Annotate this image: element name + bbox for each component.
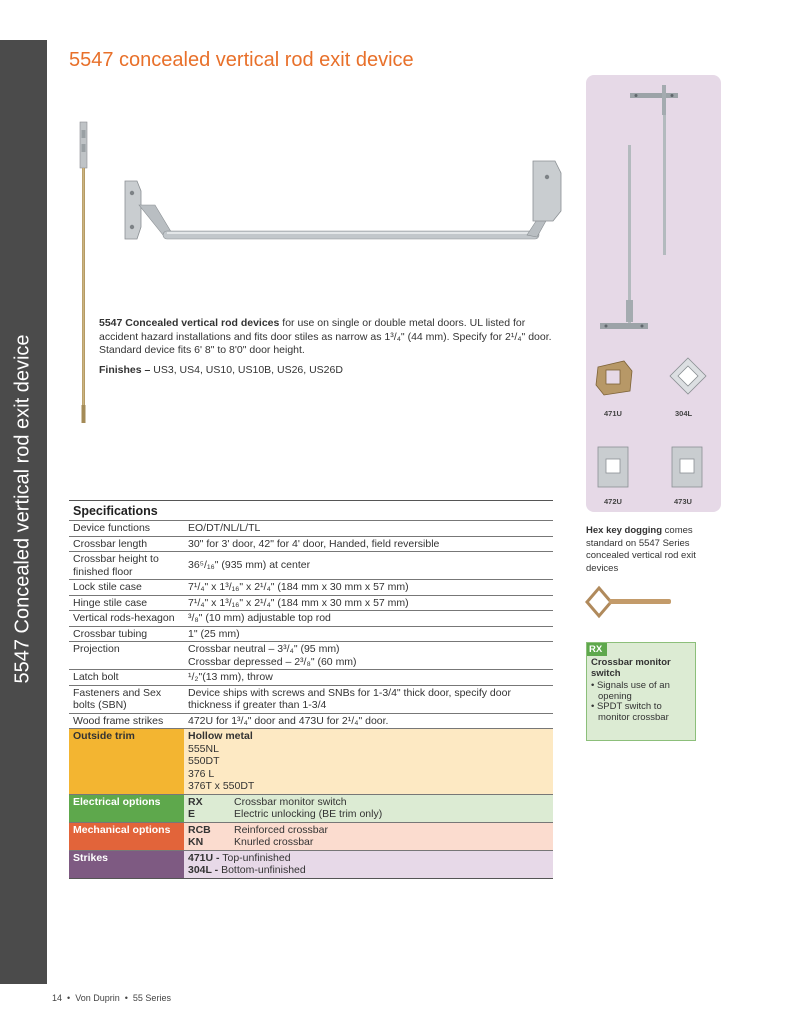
footer-separator: •: [124, 993, 128, 1003]
strikes-value: [184, 850, 553, 878]
outside-trim-heading: Hollow metal: [188, 730, 253, 742]
outside-trim-item: 376T x 550DT: [188, 780, 255, 792]
spec-value-line: Crossbar neutral – 3³/₄" (95 mm): [188, 643, 340, 655]
strikes-label: Strikes: [69, 850, 184, 878]
sidebar-title: 5547 Concealed vertical rod exit device: [11, 334, 34, 684]
footer-separator: •: [67, 993, 71, 1003]
strike-304l-image: [668, 356, 708, 396]
spec-value: 7¹/₄" x 1³/₁₆" x 2¹/₄" (184 mm x 30 mm x 57 mm): [184, 580, 553, 596]
spec-label: Crossbar tubing: [69, 626, 184, 642]
spec-value: Device ships with screws and SNBs for 1-3/4" thick door, specify door thickness if greater than 1-3/4: [184, 685, 553, 713]
table-row: [69, 670, 553, 686]
outside-trim-row: [69, 729, 553, 795]
footer-series: 55 Series: [132, 993, 171, 1003]
table-row: [69, 626, 553, 642]
spec-label: Device functions: [69, 521, 184, 537]
option-desc: Crossbar monitor switch: [234, 795, 347, 808]
mechanical-options-row: [69, 822, 553, 850]
spec-label: Lock stile case: [69, 580, 184, 596]
rx-feature-item: • Signals use of an opening: [591, 680, 670, 702]
hex-key-text: comes standard on 5547 Series concealed vertical rod exit devices: [586, 525, 696, 574]
table-row: [69, 521, 553, 537]
strike-304l-label: 304L: [675, 409, 693, 418]
page-title: 5547 concealed vertical rod exit device: [69, 49, 414, 71]
strike-472u-label: 472U: [604, 497, 622, 506]
spec-label: Hinge stile case: [69, 595, 184, 611]
strike-472u-image: [596, 445, 630, 489]
spec-value-line: Crossbar depressed – 2³/₈" (60 mm): [188, 655, 357, 668]
spec-label: Latch bolt: [69, 670, 184, 686]
spec-label: Projection: [69, 642, 184, 670]
outside-trim-value: [184, 729, 553, 795]
table-row: [69, 642, 553, 670]
outside-trim-label: Outside trim: [69, 729, 184, 795]
table-row: [69, 611, 553, 627]
option-desc: Knurled crossbar: [234, 836, 314, 848]
mechanical-options-label: Mechanical options: [69, 822, 184, 850]
spec-label: Vertical rods-hexagon: [69, 611, 184, 627]
spec-value: ¹/₂"(13 mm), throw: [184, 670, 553, 686]
option-desc: Electric unlocking (BE trim only): [234, 808, 383, 820]
strike-code: 304L -: [188, 864, 219, 876]
option-code: KN: [188, 836, 204, 848]
hex-key-image: [585, 584, 675, 624]
rx-code-badge: RX: [587, 643, 607, 656]
electrical-options-label: Electrical options: [69, 794, 184, 822]
outside-trim-item: 550DT: [188, 755, 220, 767]
rx-title: Crossbar monitor switch: [591, 657, 671, 679]
strike-473u-label: 473U: [674, 497, 692, 506]
spec-label: Fasteners and Sex bolts (SBN): [69, 685, 184, 713]
spec-value: 36⁵/₁₆" (935 mm) at center: [184, 552, 553, 580]
table-row: [69, 536, 553, 552]
vertical-rod-image: [76, 120, 96, 430]
finishes-label: Finishes –: [99, 364, 151, 376]
option-code: RCB: [188, 823, 211, 836]
rx-option-box: [586, 642, 696, 741]
option-desc: Reinforced crossbar: [234, 823, 328, 836]
electrical-options-value: [184, 794, 553, 822]
mechanical-options-value: [184, 822, 553, 850]
table-row: [69, 552, 553, 580]
hardware-panel: [586, 75, 721, 512]
rx-feature-item: • SPDT switch to monitor crossbar: [591, 701, 669, 723]
spec-label: Crossbar height to finished floor: [69, 552, 184, 580]
table-row: [69, 685, 553, 713]
hex-key-lead: Hex key dogging: [586, 525, 663, 536]
finishes-line: [99, 364, 343, 376]
spec-label: Wood frame strikes: [69, 713, 184, 729]
spec-value: [184, 642, 553, 670]
description-lead: 5547 Concealed vertical rod devices: [99, 317, 280, 329]
spec-value: 7¹/₄" x 1³/₁₆" x 2¹/₄" (184 mm x 30 mm x 57 mm): [184, 595, 553, 611]
spec-value: 1" (25 mm): [184, 626, 553, 642]
spec-value: EO/DT/NL/L/TL: [184, 521, 553, 537]
product-description: [99, 317, 559, 358]
outside-trim-item: 376 L: [188, 767, 215, 780]
outside-trim-item: 555NL: [188, 742, 219, 755]
table-row: [69, 713, 553, 729]
strike-471u-image: [594, 357, 634, 397]
rx-feature-list: [587, 679, 695, 723]
specifications-table: [69, 500, 553, 879]
page-number: 14: [52, 993, 63, 1003]
strike-desc: Bottom-unfinished: [218, 864, 306, 876]
strike-desc: Top-unfinished: [219, 851, 291, 864]
rod-hardware-image: [586, 75, 721, 345]
option-code: RX: [188, 795, 203, 808]
table-row: [69, 595, 553, 611]
specifications-title: Specifications: [69, 500, 553, 520]
spec-label: Crossbar length: [69, 536, 184, 552]
finishes-value: US3, US4, US10, US10B, US26, US26D: [150, 364, 343, 376]
strike-code: 471U -: [188, 851, 220, 864]
spec-value: 30" for 3' door, 42" for 4' door, Handed, field reversible: [184, 536, 553, 552]
option-code: E: [188, 808, 196, 820]
crossbar-device-image: [117, 155, 567, 265]
table-row: [69, 580, 553, 596]
strike-473u-image: [670, 445, 704, 489]
spec-value: ³/₈" (10 mm) adjustable top rod: [184, 611, 553, 627]
spec-value: 472U for 1³/₄" door and 473U for 2¹/₄" door.: [184, 713, 553, 729]
electrical-options-row: [69, 794, 553, 822]
strike-471u-label: 471U: [604, 409, 622, 418]
page-footer: [52, 993, 171, 1003]
description-text: for use on single or double metal doors. UL listed for accident hazard installations and fits door stiles as narrow as 1³/₄" (44 mm). Specify for 2¹/₄" door. Standard device fits 6' 8" to 8'0" door height.: [99, 317, 552, 356]
strikes-row: [69, 850, 553, 878]
footer-brand: Von Duprin: [75, 993, 120, 1003]
hex-key-caption: [586, 525, 706, 575]
